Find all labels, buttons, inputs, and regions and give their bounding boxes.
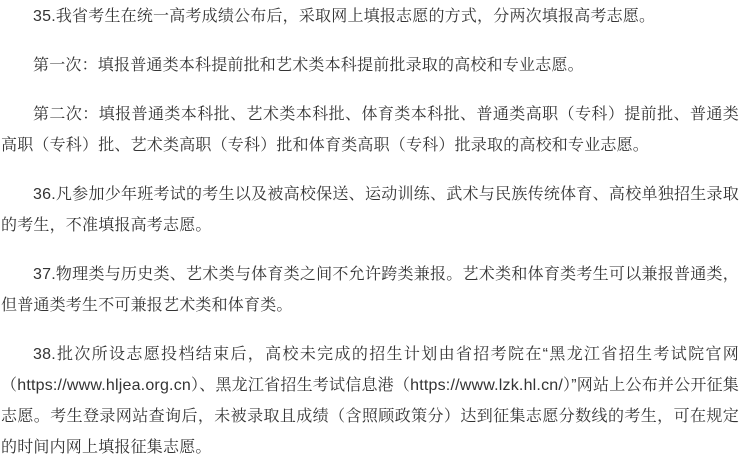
paragraph-36-not-allowed: 36.凡参加少年班考试的考生以及被高校保送、运动训练、武术与民族传统体育、高校单独招生录取的考生，不准填报高考志愿。 <box>1 186 739 234</box>
paragraph-38-supplementary-volunteer: 38.批次所设志愿投档结束后，高校未完成的招生计划由省招考院在“黑龙江省招生考试院官网（https://www.hljea.org.cn）、黑龙江省招生考试信息港（https://www.lzk.hl.cn/）”网站上公布并公开征集志愿。考生登录网站查询后，未被录取且成绩（含照顾政策分）达到征集志愿分数线的考生，可在规定的时间内网上填报征集志愿。 <box>1 346 739 456</box>
paragraph-second-round: 第二次：填报普通类本科批、艺术类本科批、体育类本科批、普通类高职（专科）提前批、普通类高职（专科）批、艺术类高职（专科）批和体育类高职（专科）批录取的高校和专业志愿。 <box>1 106 739 154</box>
paragraph-first-round: 第一次：填报普通类本科提前批和艺术类本科提前批录取的高校和专业志愿。 <box>33 57 584 74</box>
paragraph-37-cross-category: 37.物理类与历史类、艺术类与体育类之间不允许跨类兼报。艺术类和体育类考生可以兼报普通类，但普通类考生不可兼报艺术类和体育类。 <box>1 266 739 314</box>
paragraph-35-two-rounds: 35.我省考生在统一高考成绩公布后，采取网上填报志愿的方式，分两次填报高考志愿。 <box>33 8 656 25</box>
